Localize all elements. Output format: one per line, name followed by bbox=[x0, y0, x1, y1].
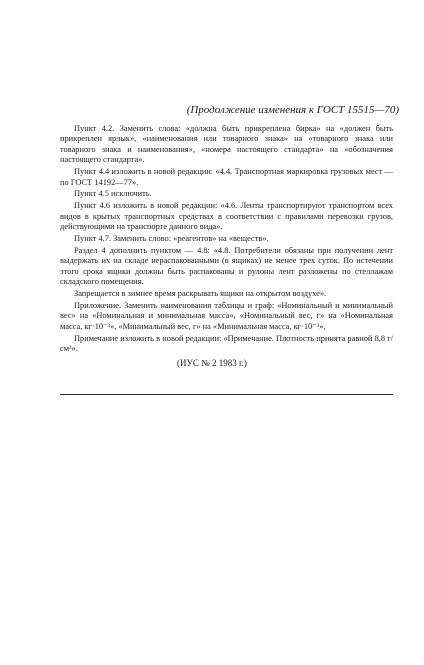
paragraph-note: Примечание изложить в новой редакции: «Примечание. Плотность принята равной 8,8 г/см³». bbox=[60, 333, 393, 354]
paragraph-winter: Запрещается в зимнее время раскрывать ящики на открытом воздухе». bbox=[74, 289, 327, 299]
paragraph-4-2: Пункт 4.2. Заменить слова: «должна быть прикреплена бирка» на «должен быть прикреплен ярлык», «наименования или товарного знака» на «товарного знака или товарного знака и наименования», «номера настоящего стандарта» на «обозначения настоящего стандарта». bbox=[60, 124, 393, 165]
paragraph-4-4: Пункт 4.4 изложить в новой редакции: «4.4. Транспортная маркировка грузовых мест — по ГОСТ 14192—77». bbox=[60, 167, 393, 187]
paragraph-4-5: Пункт 4.5 исключить. bbox=[74, 189, 152, 199]
paragraph-4-6: Пункт 4.6 изложить в новой редакции: «4.6. Ленты транспортируют транспортом всех видов в крытых транспортных средствах в соответствии с правилами перевозки грузов, действующими на транспорте данного вида». bbox=[60, 201, 393, 232]
paragraph-4-8: Раздел 4 дополнить пунктом — 4.8: «4.8. Потребители обязаны при получении лент выдержать их на складе нераспакованными (в ящиках) не менее трех суток. По истечении этого срока ящики должны быть распакованы и рулоны лент разложены по стеллажам складского помещения. bbox=[60, 245, 393, 287]
page-header: (Продолжение изменения к ГОСТ 15515—70) bbox=[186, 104, 399, 116]
issue-note: (ИУС № 2 1983 г.) bbox=[177, 358, 247, 368]
amendment-text bbox=[60, 124, 393, 356]
divider bbox=[60, 394, 393, 395]
paragraph-appendix: Приложение. Заменить наименования таблицы и граф: «Номинальный и минимальный вес» на «Номинальная и минимальная масса», «Номинальный вес, г» на «Номинальная масса, кг·10⁻³», «Минимальный вес, г» на «Минимальная масса, кг·10⁻³». bbox=[60, 301, 393, 331]
paragraph-4-7: Пункт 4.7. Заменить слово: «реагентов» на «веществ». bbox=[74, 234, 269, 244]
